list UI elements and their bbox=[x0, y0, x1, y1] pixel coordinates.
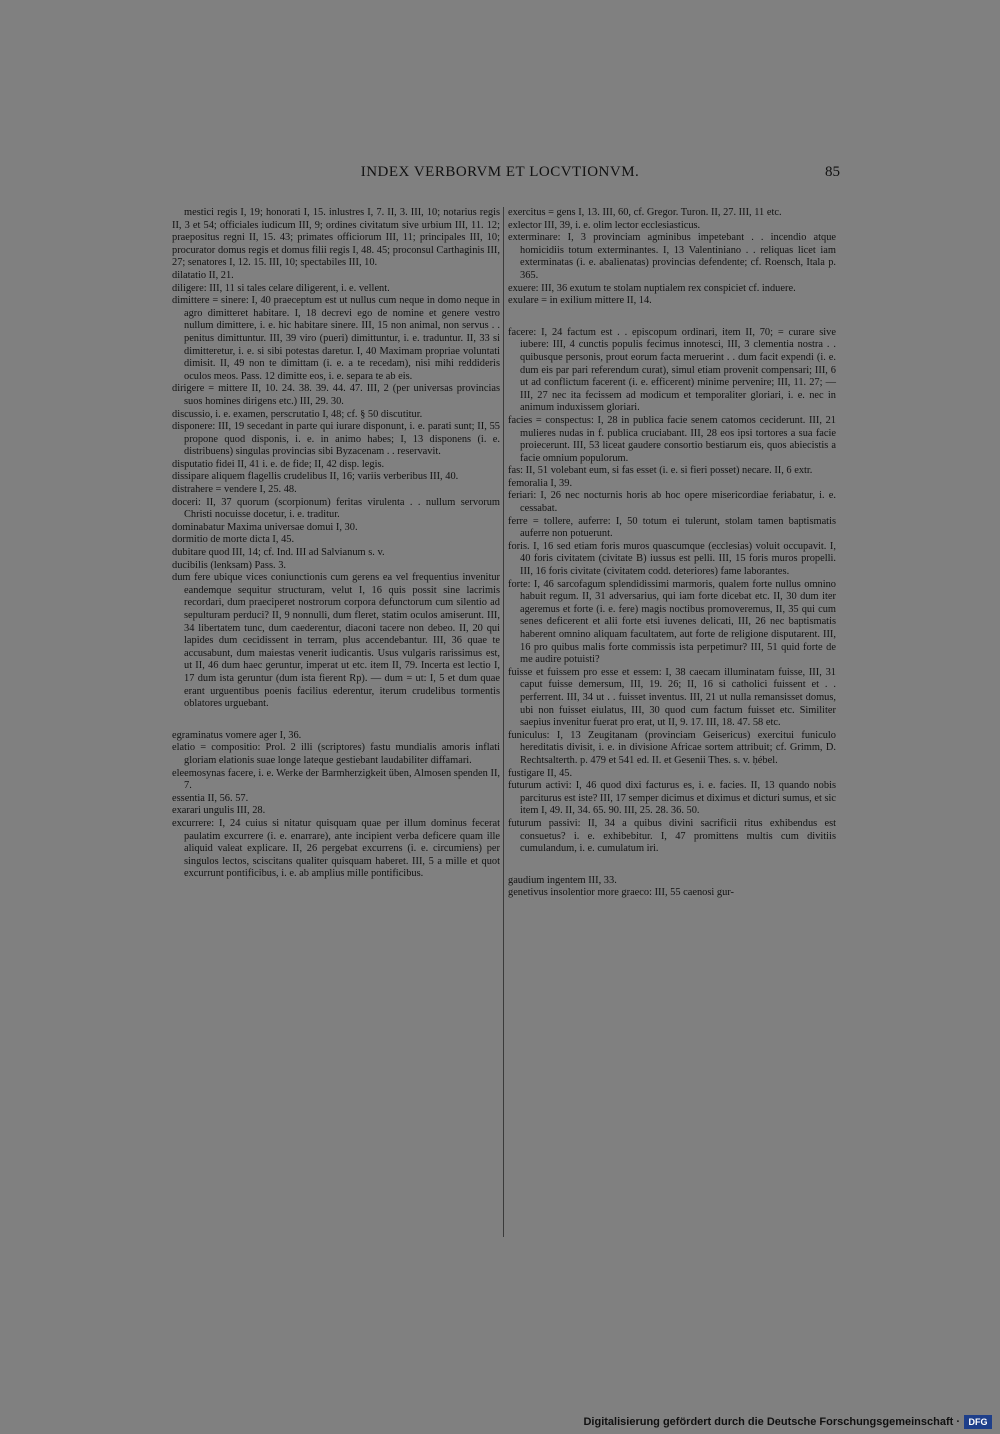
index-entry: futurum passivi: II, 34 a quibus divini sacrificii ritus exhibendus est consuetus? i. e. exhibebitur. I, 47 promittens multis cum divitiis cumulandum, i. e. cumulatum iri. bbox=[508, 817, 836, 855]
index-entry: femoralia I, 39. bbox=[508, 477, 573, 489]
index-entry: doceri: II, 37 quorum (scorpionum) feritas virulenta . . nullum servorum Christi nocuisse docetur, i. e. traditur. bbox=[172, 496, 500, 521]
index-entry: dirigere = mittere II, 10. 24. 38. 39. 44. 47. III, 2 (per universas provincias suos homines dirigens etc.) III, 29. 30. bbox=[172, 383, 500, 407]
index-entry: facies = conspectus: I, 28 in publica facie senem catomos ceciderunt. III, 21 mulieres nudas in f. publica cruciabant. III, 28 eos ipsi tortores a sua facie proiecerunt. III, 53 liceat gaudere consortio bestiarum eis, quos abiecistis a facie omnium populorum. bbox=[508, 414, 836, 464]
index-entry: dormitio de morte dicta I, 45. bbox=[172, 534, 295, 546]
index-entry: foris. I, 16 sed etiam foris muros quascumque (ecclesias) voluit occupavit. I, 40 foris civitatem (civitate B) iussus est pelli. III, 15 foris muros propelli. III, 16 foris civitate (civitatem codd. deteriores) fame laborantes. bbox=[508, 540, 836, 578]
index-entry: elatio = compositio: Prol. 2 illi (scriptores) fastu mundialis amoris inflati gloriam elationis suae longe lateque gestiebant laudabiliter diffamari. bbox=[172, 742, 500, 766]
page-header bbox=[160, 164, 840, 186]
index-entry: distrahere = vendere I, 25. 48. bbox=[172, 484, 297, 496]
index-entry: exarari ungulis III, 28. bbox=[172, 805, 266, 817]
index-entry: disputatio fidei II, 41 i. e. de fide; II, 42 disp. legis. bbox=[172, 458, 385, 470]
index-entry: fuisse et fuissem pro esse et essem: I, 38 caecam illuminatam fuisse, III, 31 caput fuisse demersum, III, 19. 26; II, 16 si catholici fuissent et . . perferrent. III, 34 ut . . fuisset inventus. III, 21 ut nulla remansisset domus, ubi non fuisset eiulatus, III, 30 quod cum factum fuisset etc. Similiter saepius invenitur fuerat pro erat, ut II, 9. 17. III, 18. 47. 58 etc. bbox=[508, 666, 836, 729]
index-entry: fas: II, 51 volebant eum, si fas esset (i. e. si fieri posset) necare. II, 6 extr. bbox=[508, 465, 813, 477]
index-entry: dum fere ubique vices coniunctionis cum gerens ea vel frequentius invenitur eandemque sequitur structuram, velut I, 16 quis possit sine lacrimis recordari, dum praeciperet nostrorum corpora defunctorum cum silentio ad sepulturam perduci? II, 9 nonnulli, dum fleret, statim oculos amiserunt. III, 34 libertatem tunc, dum caederentur, diaconi tacere non debeo. II, 20 qui lapides dum cecidissent in terram, plus accendebantur. III, 36 quae te accusabunt, dum maiestas venerit iudicantis. Usus vulgaris rarissimus est, ut II, 46 dum haec geruntur, imperat ut etc. item II, 79. Incerta est lectio I, 17 dum ista geruntur (dum ista fierent Rp). — dum = ut: I, 5 et dum quae erant urguentibus poenis facilius ederentur, iterum crudelibus tormentis oblatores urguebant. bbox=[172, 572, 500, 710]
index-entry: essentia II, 56. 57. bbox=[172, 792, 249, 804]
index-entry: feriari: I, 26 nec nocturnis horis ab hoc opere misericordiae feriabatur, i. e. cessabat. bbox=[508, 490, 836, 515]
page-number: 85 bbox=[825, 164, 840, 180]
index-entry: disponere: III, 19 secedant in parte qui iurare disponunt, i. e. parati sunt; II, 55 propone quod disponis, i. e. in animo habes; I, 13 disponens (i. e. distribuens) singulas provincias sibi Byzacenam . . reservavit. bbox=[172, 421, 500, 458]
index-entry: fustigare II, 45. bbox=[508, 767, 573, 779]
index-entry: exuere: III, 36 exutum te stolam nuptialem rex conspiciet cf. induere. bbox=[508, 282, 796, 294]
dfg-logo: DFG bbox=[964, 1415, 992, 1429]
funding-notice: Digitalisierung gefördert durch die Deutsche Forschungsgemeinschaft · bbox=[583, 1416, 960, 1428]
right-column bbox=[508, 207, 836, 900]
index-entry: dissipare aliquem flagellis crudelibus II, 16; variis verberibus III, 40. bbox=[172, 471, 459, 483]
index-entry: funiculus: I, 13 Zeugitanam (provinciam Geisericus) exercitui funiculo hereditatis divisit, i. e. in divisione Africae sortem attribuit; cf. Grimm, D. Rechtsalterth. p. 479 et 541 ed. II. et Gesenii Thes. s. v. ḥébel. bbox=[508, 729, 836, 766]
index-entry: dilatatio II, 21. bbox=[172, 269, 234, 281]
left-column bbox=[172, 207, 500, 881]
index-entry: excurrere: I, 24 cuius si nitatur quisquam quae per illum dominus fecerat paulatim excurrere (i. e. enarrare), ante incipient verba deficere quam ille aliquid valeat explicare. II, 26 pergebat excurrens (i. e. circumiens) per singulos lectos, sciscitans qualiter quisquam haberet. III, 5 a mille et quot excurrunt pontificibus, i. e. ab amplius mille pontificibus. bbox=[172, 817, 500, 880]
index-entry: exulare = in exilium mittere II, 14. bbox=[508, 295, 652, 307]
index-entry: discussio, i. e. examen, perscrutatio I, 48; cf. § 50 discutitur. bbox=[172, 408, 423, 420]
index-entry: dominabatur Maxima universae domui I, 30. bbox=[172, 521, 358, 533]
index-entry: eleemosynas facere, i. e. Werke der Barmherzigkeit üben, Almosen spenden II, 7. bbox=[172, 767, 500, 792]
index-entry: exercitus = gens I, 13. III, 60, cf. Gregor. Turon. II, 27. III, 11 etc. bbox=[508, 207, 782, 218]
index-entry: facere: I, 24 factum est . . episcopum ordinari, item II, 70; = curare sive iubere: III, 4 cunctis populis fecimus innotesci, III, 3 clementia nostra . . quibusque personis, prout eorum facta meruerint . . dum facit expendi (i. e. dum eis par pari referendum curat), simul etiam provenit compensari; III, 6 ut ad conflictum facerent (i. e. efficerent) minime pervenire; III, 11. 27; — III, 27 nec ita fecissem ad modicum et temporaliter gloriari, i. e. nec in animum induxissem gloriari. bbox=[508, 326, 836, 414]
index-entry: futurum activi: I, 46 quod dixi facturus es, i. e. facies. II, 13 quando nobis parciturus est iste? III, 17 semper dicimus et diximus et dicturi sumus, et sic item I, 49. II, 34. 65. 90. III, 25. 28. 36. 50. bbox=[508, 780, 836, 817]
index-entry: mestici regis I, 19; honorati I, 15. inlustres I, 7. II, 3. III, 10; notarius regis II, 3 et 54; officiales iudicum III, 9; ordines civitatum sive urbium III, 11. 12; praepositus regni II, 15. 43; primates officiorum III, 11; principales III, 10; procurator domus regis et domus filii regis I, 48. 45; proconsul Carthaginis III, 27; senatores I, 12. 15. III, 10; spectabiles III, 10. bbox=[172, 207, 500, 269]
index-entry: dimittere = sinere: I, 40 praeceptum est ut nullus cum neque in domo neque in agro dimitteret habitare. I, 18 decrevi ego de nomine et genere vestro nullum dimittere, i. e. hic habitare sinere. III, 15 non animal, non servus . . penitus dimittuntur. III, 39 viro (pueri) dimittuntur, i. e. traduntur. II, 33 si dimitteretur, i. e. si sibi potestas daretur. I, 40 Maximam propriae voluntati dimisit. II, 49 non te dimittam (i. e. a te recedam), nisi mihi reddideris oculos meos. Pass. 12 dimitte eos, i. e. separa te ab eis. bbox=[172, 295, 500, 382]
running-title: INDEX VERBORVM ET LOCVTIONVM. bbox=[360, 164, 640, 180]
index-entry: genetivus insolentior more graeco: III, 55 caenosi gur- bbox=[508, 887, 735, 899]
column-divider bbox=[503, 207, 504, 1237]
index-entry: ferre = tollere, auferre: I, 50 totum ei tulerunt, stolam tamen baptismatis auferre non potuerunt. bbox=[508, 515, 836, 540]
index-entry: diligere: III, 11 si tales celare diligerent, i. e. vellent. bbox=[172, 282, 390, 294]
index-entry: gaudium ingentem III, 33. bbox=[508, 874, 617, 886]
index-entry: ducibilis (lenksam) Pass. 3. bbox=[172, 559, 286, 571]
index-entry: exlector III, 39, i. e. olim lector ecclesiasticus. bbox=[508, 219, 701, 231]
index-entry: forte: I, 46 sarcofagum splendidissimi marmoris, qualem forte nullus omnino habuit regum. II, 31 adversarius, qui iam forte dicebat etc. II, 30 dum iter ageremus et forte (i. e. fere) magis noctibus promoveremus, II, 35 qui cum senes deficerent et alii forte etsi iuvenes delicati, III, 26 nec baptismatis haberent omnino aliquam facultatem, aut forte de religione disputarent. III, 16 pro quibus malis forte commissis ista perpetimur? III, 51 quid forte de me audire potuisti? bbox=[508, 578, 836, 666]
digitization-footer bbox=[0, 1412, 1000, 1434]
index-entry: exterminare: I, 3 provinciam agminibus impetebant . . incendio atque homicidiis totum exterminantes. I, 13 Valentiniano . . reliquas licet iam exterminatas (i. e. abalienatas) provincias defendente; cf. Roensch, Itala p. 365. bbox=[508, 232, 836, 281]
index-entry: egraminatus vomere ager I, 36. bbox=[172, 729, 302, 741]
index-entry: dubitare quod III, 14; cf. Ind. III ad Salvianum s. v. bbox=[172, 547, 385, 559]
